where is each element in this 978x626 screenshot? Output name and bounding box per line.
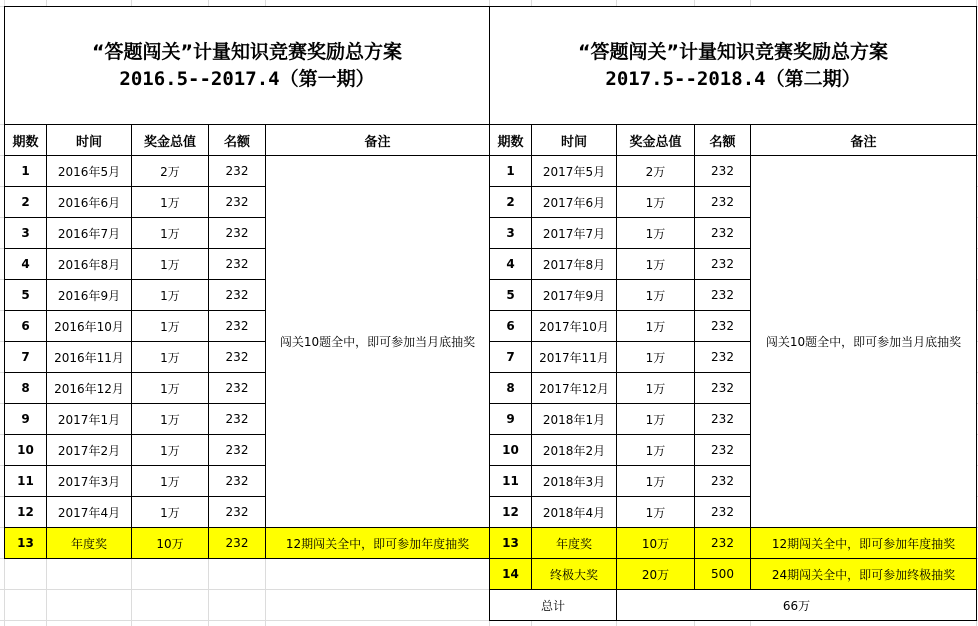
right-row-quota: 232 <box>694 279 751 311</box>
left-title-block <box>4 6 490 125</box>
right-annual-quota: 232 <box>694 527 751 559</box>
right-total-label: 总计 <box>489 589 617 621</box>
right-final-period: 14 <box>489 558 532 590</box>
right-final-quota: 500 <box>694 558 751 590</box>
right-annual-prize: 10万 <box>616 527 695 559</box>
left-row-prize: 1万 <box>131 465 209 497</box>
left-row-time: 2016年11月 <box>46 341 132 373</box>
right-row-quota: 232 <box>694 217 751 249</box>
right-final-prize: 20万 <box>616 558 695 590</box>
right-title-block <box>489 6 977 125</box>
right-row-quota: 232 <box>694 434 751 466</box>
left-row-quota: 232 <box>208 248 266 280</box>
right-header-remarks: 备注 <box>750 124 977 156</box>
right-row-quota: 232 <box>694 155 751 187</box>
left-monthly-remark: 闯关10题全中，即可参加当月底抽奖 <box>265 155 490 528</box>
left-row-period: 4 <box>4 248 47 280</box>
left-row-time: 2016年6月 <box>46 186 132 218</box>
left-row-quota: 232 <box>208 496 266 528</box>
left-header-time: 时间 <box>46 124 132 156</box>
right-row-time: 2017年10月 <box>531 310 617 342</box>
right-row-quota: 232 <box>694 341 751 373</box>
left-row-prize: 1万 <box>131 248 209 280</box>
right-row-period: 4 <box>489 248 532 280</box>
right-row-prize: 2万 <box>616 155 695 187</box>
left-row-period: 10 <box>4 434 47 466</box>
left-title: “答题闯关”计量知识竞赛奖励总方案 <box>92 40 402 63</box>
right-row-period: 9 <box>489 403 532 435</box>
left-row-period: 1 <box>4 155 47 187</box>
left-row-period: 2 <box>4 186 47 218</box>
left-row-prize: 1万 <box>131 310 209 342</box>
left-row-period: 7 <box>4 341 47 373</box>
right-total-value: 66万 <box>616 589 977 621</box>
left-annual-prize: 10万 <box>131 527 209 559</box>
left-row-period: 5 <box>4 279 47 311</box>
left-row-time: 2016年7月 <box>46 217 132 249</box>
left-row-time: 2016年9月 <box>46 279 132 311</box>
left-header-quota: 名额 <box>208 124 266 156</box>
right-row-prize: 1万 <box>616 403 695 435</box>
left-row-period: 6 <box>4 310 47 342</box>
right-row-time: 2017年8月 <box>531 248 617 280</box>
right-row-prize: 1万 <box>616 341 695 373</box>
left-row-prize: 1万 <box>131 372 209 404</box>
left-row-period: 3 <box>4 217 47 249</box>
left-row-prize: 1万 <box>131 434 209 466</box>
left-period-subtitle: 2016.5--2017.4（第一期） <box>119 67 375 90</box>
left-row-prize: 1万 <box>131 186 209 218</box>
right-row-prize: 1万 <box>616 496 695 528</box>
left-row-time: 2016年5月 <box>46 155 132 187</box>
left-row-quota: 232 <box>208 372 266 404</box>
right-row-time: 2018年4月 <box>531 496 617 528</box>
right-row-quota: 232 <box>694 496 751 528</box>
right-row-period: 8 <box>489 372 532 404</box>
right-header-time: 时间 <box>531 124 617 156</box>
right-row-prize: 1万 <box>616 310 695 342</box>
left-row-quota: 232 <box>208 155 266 187</box>
right-final-remark: 24期闯关全中，即可参加终极抽奖 <box>750 558 977 590</box>
right-row-prize: 1万 <box>616 434 695 466</box>
left-row-prize: 1万 <box>131 217 209 249</box>
right-row-prize: 1万 <box>616 279 695 311</box>
right-annual-period: 13 <box>489 527 532 559</box>
left-row-quota: 232 <box>208 341 266 373</box>
left-row-prize: 1万 <box>131 279 209 311</box>
left-row-time: 2017年2月 <box>46 434 132 466</box>
right-header-period: 期数 <box>489 124 532 156</box>
right-row-time: 2018年2月 <box>531 434 617 466</box>
right-row-time: 2017年6月 <box>531 186 617 218</box>
right-row-prize: 1万 <box>616 372 695 404</box>
left-row-quota: 232 <box>208 310 266 342</box>
left-row-time: 2017年1月 <box>46 403 132 435</box>
right-row-period: 12 <box>489 496 532 528</box>
left-row-prize: 1万 <box>131 403 209 435</box>
right-header-prize-total: 奖金总值 <box>616 124 695 156</box>
right-row-prize: 1万 <box>616 465 695 497</box>
right-row-quota: 232 <box>694 248 751 280</box>
left-row-quota: 232 <box>208 465 266 497</box>
left-row-quota: 232 <box>208 403 266 435</box>
left-row-period: 9 <box>4 403 47 435</box>
left-row-quota: 232 <box>208 217 266 249</box>
left-header-remarks: 备注 <box>265 124 490 156</box>
left-row-period: 8 <box>4 372 47 404</box>
left-header-period: 期数 <box>4 124 47 156</box>
left-row-time: 2016年8月 <box>46 248 132 280</box>
right-annual-remark: 12期闯关全中，即可参加年度抽奖 <box>750 527 977 559</box>
left-annual-period: 13 <box>4 527 47 559</box>
right-row-quota: 232 <box>694 465 751 497</box>
left-annual-label: 年度奖 <box>46 527 132 559</box>
right-row-period: 1 <box>489 155 532 187</box>
right-final-label: 终极大奖 <box>531 558 617 590</box>
right-row-time: 2017年9月 <box>531 279 617 311</box>
right-row-prize: 1万 <box>616 186 695 218</box>
left-row-period: 11 <box>4 465 47 497</box>
right-row-period: 2 <box>489 186 532 218</box>
right-row-quota: 232 <box>694 403 751 435</box>
left-row-quota: 232 <box>208 186 266 218</box>
left-row-quota: 232 <box>208 434 266 466</box>
right-period-subtitle: 2017.5--2018.4（第二期） <box>605 67 861 90</box>
left-row-prize: 2万 <box>131 155 209 187</box>
left-row-quota: 232 <box>208 279 266 311</box>
right-row-quota: 232 <box>694 372 751 404</box>
right-title: “答题闯关”计量知识竞赛奖励总方案 <box>578 40 888 63</box>
left-row-period: 12 <box>4 496 47 528</box>
left-row-time: 2017年4月 <box>46 496 132 528</box>
left-row-prize: 1万 <box>131 341 209 373</box>
left-row-time: 2016年10月 <box>46 310 132 342</box>
right-row-time: 2017年11月 <box>531 341 617 373</box>
right-row-quota: 232 <box>694 186 751 218</box>
right-row-time: 2018年3月 <box>531 465 617 497</box>
right-row-period: 5 <box>489 279 532 311</box>
right-row-period: 11 <box>489 465 532 497</box>
right-row-time: 2018年1月 <box>531 403 617 435</box>
right-header-quota: 名额 <box>694 124 751 156</box>
left-row-time: 2016年12月 <box>46 372 132 404</box>
right-monthly-remark: 闯关10题全中，即可参加当月底抽奖 <box>750 155 977 528</box>
left-row-time: 2017年3月 <box>46 465 132 497</box>
left-annual-remark: 12期闯关全中，即可参加年度抽奖 <box>265 527 490 559</box>
right-row-time: 2017年5月 <box>531 155 617 187</box>
right-row-prize: 1万 <box>616 248 695 280</box>
left-header-prize-total: 奖金总值 <box>131 124 209 156</box>
right-row-period: 10 <box>489 434 532 466</box>
right-row-time: 2017年7月 <box>531 217 617 249</box>
right-row-period: 7 <box>489 341 532 373</box>
right-row-quota: 232 <box>694 310 751 342</box>
left-annual-quota: 232 <box>208 527 266 559</box>
right-row-period: 3 <box>489 217 532 249</box>
left-row-prize: 1万 <box>131 496 209 528</box>
right-annual-label: 年度奖 <box>531 527 617 559</box>
right-row-period: 6 <box>489 310 532 342</box>
right-row-prize: 1万 <box>616 217 695 249</box>
right-row-time: 2017年12月 <box>531 372 617 404</box>
